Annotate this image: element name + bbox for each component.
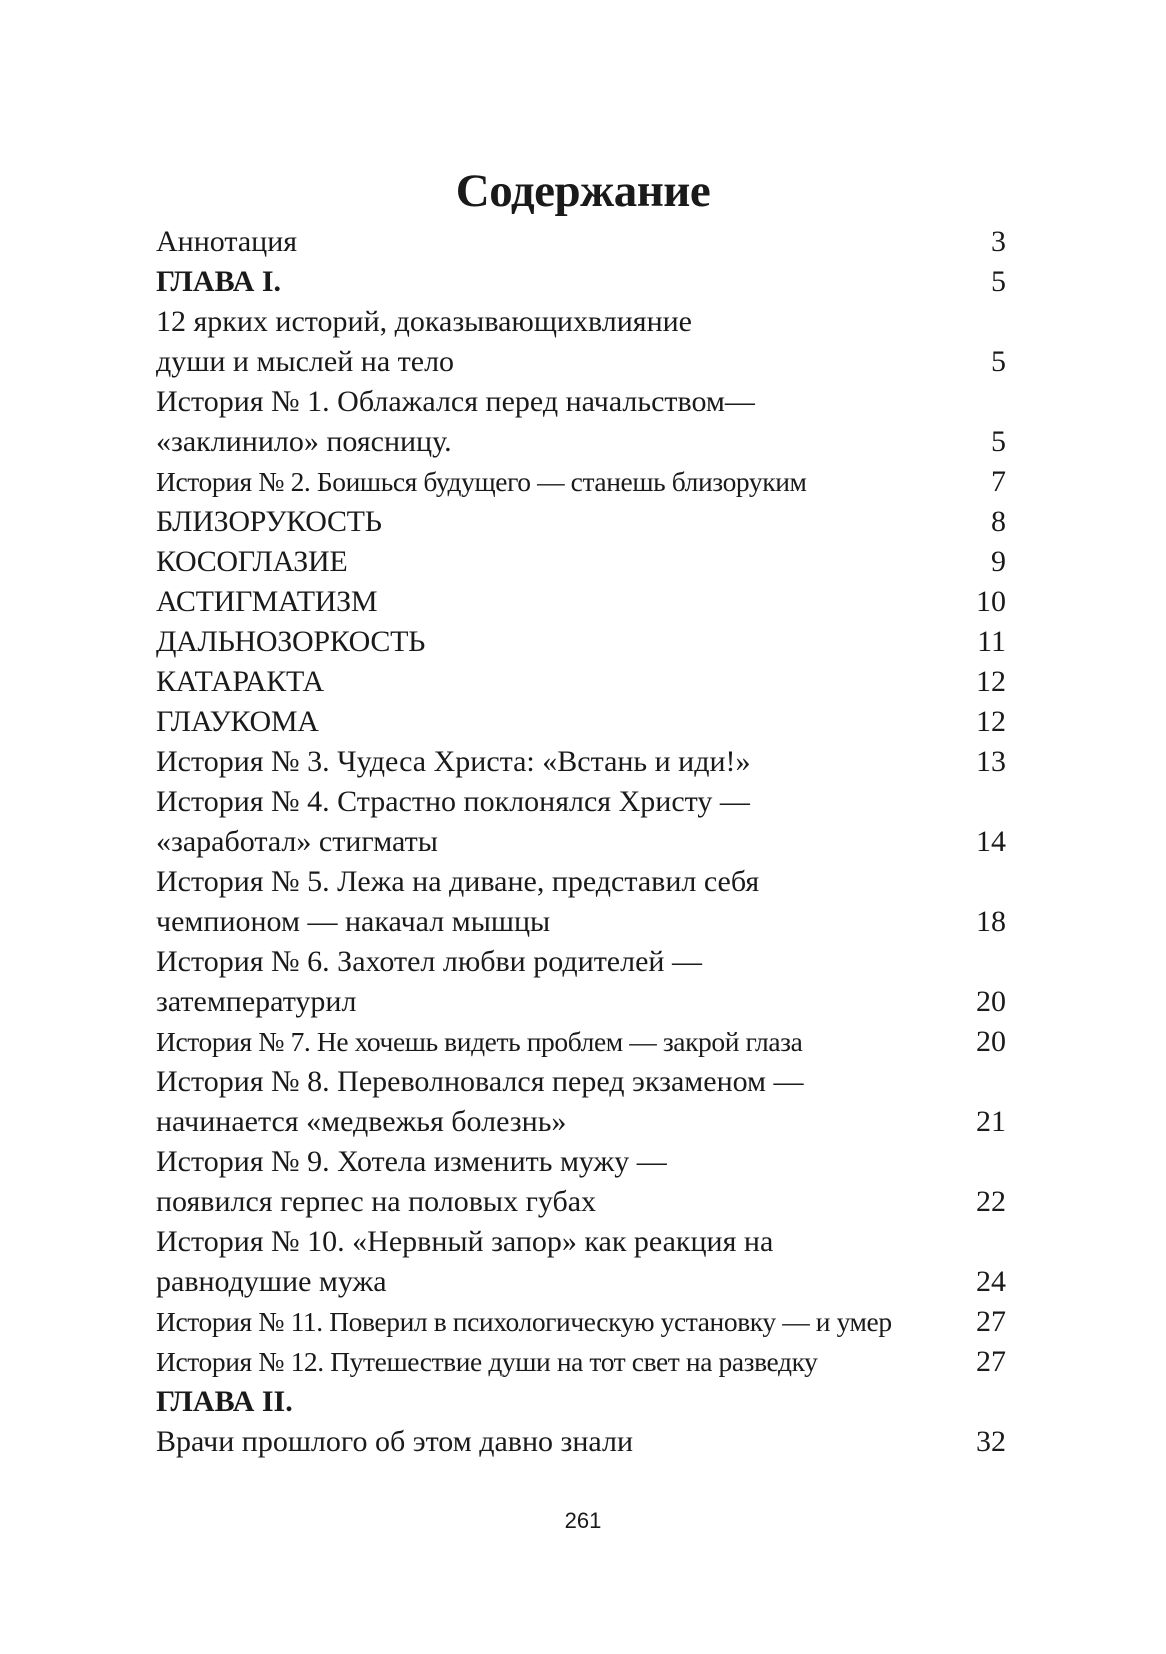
toc-entry-title: затемпературил	[156, 985, 357, 1018]
toc-entry[interactable]	[156, 622, 1006, 662]
toc-entry[interactable]	[156, 582, 1006, 622]
toc-entry[interactable]	[156, 222, 1006, 262]
toc-entry-title: История № 6. Захотел любви родителей —	[156, 945, 702, 978]
toc-entry[interactable]	[156, 742, 1006, 782]
toc-entry-page: 24	[976, 1265, 1006, 1298]
toc-entry-title: История № 5. Лежа на диване, представил себя	[156, 865, 760, 898]
toc-entry-title: История № 1. Облажался перед начальством—	[156, 385, 755, 418]
toc-entry-title: ГЛАВА II.	[156, 1385, 293, 1418]
toc-entry-title: История № 4. Страстно поклонялся Христу —	[156, 785, 750, 818]
toc-entry-title: История № 9. Хотела изменить мужу —	[156, 1145, 667, 1178]
toc-entry-page: 7	[991, 465, 1006, 498]
toc-entry-title: История № 10. «Нервный запор» как реакция на	[156, 1225, 774, 1258]
page-number: 261	[564, 1508, 602, 1533]
toc-entry[interactable]	[156, 462, 1006, 502]
toc-entry[interactable]	[156, 1342, 1006, 1382]
toc-entry[interactable]	[156, 422, 1006, 462]
toc-entry-page: 21	[976, 1105, 1006, 1138]
toc-entry-page: 12	[976, 705, 1006, 738]
toc-entry-title: История № 2. Боишься будущего — станешь близоруким	[156, 466, 807, 497]
toc-entry-page: 5	[991, 425, 1006, 458]
toc-entry-page: 27	[976, 1305, 1006, 1338]
toc-entry-page: 9	[991, 545, 1006, 578]
toc-entry[interactable]	[156, 502, 1006, 542]
toc-entry[interactable]	[156, 862, 1006, 902]
toc-entry-title: 12 ярких историй, доказывающихвлияние	[156, 305, 693, 338]
toc-entry[interactable]	[156, 542, 1006, 582]
toc-entry[interactable]	[156, 262, 1006, 302]
toc-entry-title: АСТИГМАТИЗМ	[156, 585, 378, 618]
toc-entry[interactable]	[156, 1142, 1006, 1182]
toc-entry-title: появился герпес на половых губах	[156, 1185, 597, 1218]
toc-entry-page: 27	[976, 1345, 1006, 1378]
toc-entry-page: 10	[976, 585, 1006, 618]
toc-entry-page: 12	[976, 665, 1006, 698]
toc-entry-title: Аннотация	[156, 225, 298, 258]
toc-entry-page: 32	[976, 1425, 1006, 1458]
toc-entry-page: 20	[976, 985, 1006, 1018]
toc-entry-page: 14	[976, 825, 1006, 858]
toc-entry-title: чемпионом — накачал мышцы	[156, 905, 551, 938]
toc-entry-page: 3	[991, 225, 1006, 258]
toc-entry[interactable]	[156, 822, 1006, 862]
toc-entry-page: 20	[976, 1025, 1006, 1058]
toc-entry[interactable]	[156, 942, 1006, 982]
toc-entry-title: История № 12. Путешествие души на тот свет на разведку	[156, 1346, 818, 1377]
toc-entry-page: 5	[991, 265, 1006, 298]
table-of-contents	[156, 222, 1006, 1462]
toc-entry-title: души и мыслей на тело	[156, 345, 455, 378]
toc-entry[interactable]	[156, 662, 1006, 702]
toc-entry[interactable]	[156, 342, 1006, 382]
toc-entry-page: 18	[976, 905, 1006, 938]
toc-entry-title: БЛИЗОРУКОСТЬ	[156, 505, 382, 538]
toc-entry[interactable]	[156, 1062, 1006, 1102]
toc-entry[interactable]	[156, 982, 1006, 1022]
toc-entry-title: равнодушие мужа	[156, 1265, 387, 1298]
toc-entry-title: ГЛАВА I.	[156, 265, 282, 298]
toc-entry-title: КАТАРАКТА	[156, 665, 324, 698]
toc-entry-title: КОСОГЛАЗИЕ	[156, 545, 348, 578]
toc-entry-page: 5	[991, 345, 1006, 378]
toc-entry-title: «заработал» стигматы	[156, 825, 438, 858]
toc-entry[interactable]	[156, 782, 1006, 822]
toc-entry-title: Врачи прошлого об этом давно знали	[156, 1425, 634, 1458]
toc-entry[interactable]	[156, 1262, 1006, 1302]
page-title: Содержание	[455, 165, 711, 218]
toc-entry[interactable]	[156, 1382, 1006, 1422]
toc-entry-title: начинается «медвежья болезнь»	[156, 1105, 567, 1138]
toc-entry-title: ГЛАУКОМА	[156, 705, 319, 738]
toc-entry-title: История № 3. Чудеса Христа: «Встань и иди!»	[156, 745, 751, 778]
toc-entry-title: «заклинило» поясницу.	[156, 425, 452, 458]
toc-entry[interactable]	[156, 382, 1006, 422]
toc-entry[interactable]	[156, 1022, 1006, 1062]
toc-entry-page: 8	[991, 505, 1006, 538]
toc-entry-page: 22	[976, 1185, 1006, 1218]
toc-entry[interactable]	[156, 302, 1006, 342]
toc-entry[interactable]	[156, 1222, 1006, 1262]
toc-entry[interactable]	[156, 702, 1006, 742]
toc-entry-page: 13	[976, 745, 1006, 778]
toc-entry[interactable]	[156, 1422, 1006, 1462]
toc-entry[interactable]	[156, 1182, 1006, 1222]
toc-entry-title: История № 7. Не хочешь видеть проблем — закрой глаза	[156, 1026, 803, 1057]
toc-entry-page: 11	[977, 625, 1006, 658]
toc-entry[interactable]	[156, 1302, 1006, 1342]
toc-entry-title: ДАЛЬНОЗОРКОСТЬ	[156, 625, 426, 658]
toc-entry-title: История № 11. Поверил в психологическую установку — и умер	[156, 1306, 892, 1337]
toc-entry[interactable]	[156, 1102, 1006, 1142]
toc-entry-title: История № 8. Переволновался перед экзаменом —	[156, 1065, 804, 1098]
toc-entry[interactable]	[156, 902, 1006, 942]
